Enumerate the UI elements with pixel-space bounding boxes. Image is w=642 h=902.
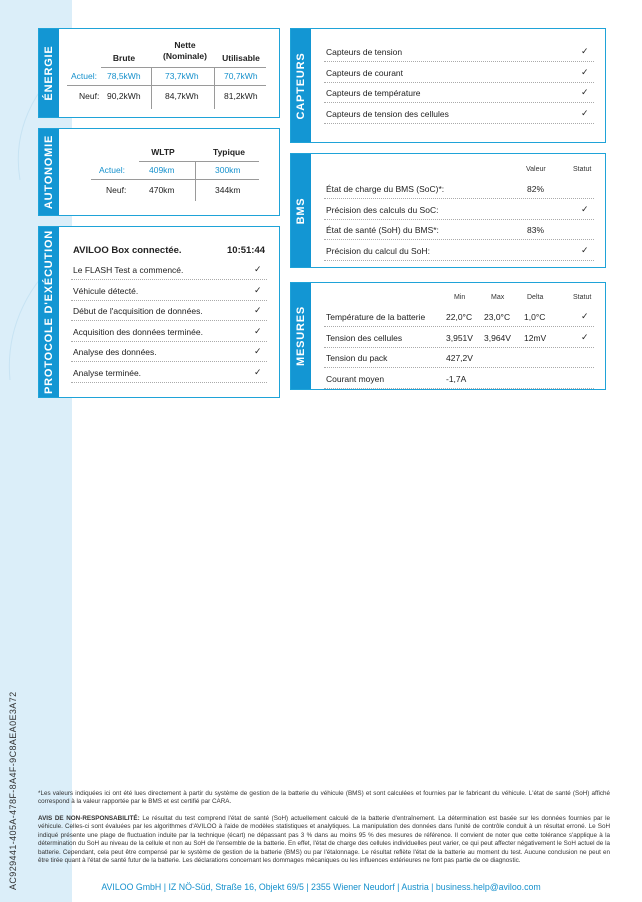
- capteur-divider: [324, 82, 594, 83]
- bms-row-divider: [324, 219, 594, 220]
- autonomie-actuel-typique: 300km: [215, 165, 241, 175]
- autonomie-card: [38, 128, 280, 216]
- protocole-step-label: Véhicule détecté.: [73, 285, 139, 296]
- check-icon: ✓: [254, 264, 262, 274]
- check-icon: ✓: [581, 87, 589, 97]
- autonomie-row-actuel: Actuel:: [99, 165, 125, 175]
- mesures-col-statut: Statut: [573, 294, 592, 301]
- bms-card: [290, 153, 606, 268]
- protocole-step-label: Le FLASH Test a commencé.: [73, 265, 184, 275]
- autonomie-col-wltp: WLTP: [151, 147, 175, 157]
- capteur-label: Capteurs de tension: [326, 47, 403, 57]
- protocole-step-label: Début de l'acquisition de données.: [73, 306, 203, 316]
- check-icon: ✓: [581, 66, 589, 77]
- check-icon: ✓: [254, 305, 262, 315]
- check-icon: ✓: [581, 46, 589, 56]
- bms-row-label: État de santé (SoH) du BMS*:: [326, 225, 439, 235]
- document-id: AC929441-405A-478F-8A4F-9C8AEA0E3A72: [8, 691, 18, 890]
- mesures-band: [291, 283, 311, 389]
- check-icon: ✓: [581, 107, 589, 118]
- energie-col-nette-line1: Nette: [174, 40, 196, 50]
- energie-neuf-brute: 90,2kWh: [107, 91, 141, 101]
- mesure-min: -1,7A: [446, 373, 467, 384]
- energie-row-neuf: Neuf:: [79, 91, 100, 101]
- energie-col-nette: [157, 40, 213, 62]
- mesure-delta: 12mV: [524, 332, 547, 343]
- energie-col-nette-line2: (Nominale): [163, 51, 207, 61]
- check-icon: ✓: [581, 331, 589, 342]
- footnote: *Les valeurs indiquées ici ont été lues directement à partir du système de gestion de la batterie du véhicule (BMS) et sont calculées et fournies par le fabricant du véhicule. L'état de santé (SoH) affiché correspond à la valeur rapportée par le BMS et est certifié par CARA.: [38, 790, 610, 806]
- protocole-step-divider: [71, 382, 267, 383]
- mesure-label: Tension du pack: [326, 353, 388, 363]
- mesure-divider: [324, 326, 594, 327]
- capteurs-card: [290, 28, 606, 143]
- mesure-divider: [324, 388, 594, 389]
- mesures-col-max: Max: [491, 294, 505, 301]
- bms-title: BMS: [295, 197, 307, 224]
- autonomie-col-divider: [195, 161, 196, 201]
- mesures-title: MESURES: [295, 306, 307, 366]
- protocole-step-label: Analyse terminée.: [73, 367, 142, 378]
- autonomie-title: AUTONOMIE: [43, 134, 55, 210]
- bms-col-statut: Statut: [573, 166, 592, 173]
- bms-row-divider: [324, 239, 594, 240]
- protocole-title: PROTOCOLE D'EXÉCUTION: [43, 229, 55, 395]
- energie-title: ÉNERGIE: [43, 45, 55, 101]
- energie-col-divider-2: [214, 67, 215, 109]
- mesure-delta: 1,0°C: [524, 312, 546, 322]
- bms-band: [291, 154, 311, 267]
- energie-band: [39, 29, 59, 117]
- mesure-min: 3,951V: [446, 332, 473, 343]
- protocole-step-divider: [71, 361, 267, 362]
- check-icon: ✓: [254, 366, 262, 377]
- protocole-step-label: Analyse des données.: [73, 347, 157, 357]
- energie-card: [38, 28, 280, 118]
- capteur-divider: [324, 102, 594, 103]
- energie-row-actuel: Actuel:: [71, 71, 97, 81]
- energie-row-divider: [67, 85, 266, 86]
- mesure-divider: [324, 347, 594, 348]
- mesure-divider: [324, 367, 594, 368]
- protocole-step-divider: [71, 300, 267, 301]
- capteur-label: Capteurs de température: [326, 88, 421, 98]
- disclaimer-text: Le résultat du test comprend l'état de santé (SoH) actuellement calculé de la batterie d'entraînement. La détermination est basée sur les données fournies par le véhicule. Celles-ci sont évaluées par les algorithmes d'AVILOO à l'aide de modèles statistiques et analytiques. La manipulation des données dans l'unité de contrôle conduit à un résultat erroné. Le SoH indiqué présente une plage de fluctuation induite par la technique (écart) ne dépassant pas 3 % dans au moins 95 % des mesures de référence. Il convient de noter que cette tolérance s'applique à la détermination du SoH au niveau de la cellule et non au SoH de l'ensemble de la batterie. En effet, l'état de charge des cellules individuelles peut varier, ce qui peut affecter négativement le SoH actuel de la batterie. Cependant, cela peut être compensé par le système de gestion de la batterie (BMS) ou par l'étalonnage. Le résultat reflète l'état de la batterie au moment du test. Aucune conclusion ne peut en être tirée quant à l'état de santé futur de la batterie. Les déclarations concernant les dommages mécaniques ou les influences extérieures ne font pas partie de ce diagnostic.: [38, 815, 610, 865]
- disclaimer-title: AVIS DE NON-RESPONSABILITÉ:: [38, 815, 140, 822]
- check-icon: ✓: [254, 346, 262, 356]
- energie-actuel-brute: 78,5kWh: [107, 71, 141, 81]
- protocole-band: [39, 227, 59, 397]
- autonomie-col-typique: Typique: [213, 147, 245, 157]
- check-icon: ✓: [581, 311, 589, 321]
- capteurs-title: CAPTEURS: [295, 52, 307, 119]
- energie-actuel-nette: 73,7kWh: [165, 71, 199, 81]
- bms-row-label: Précision du calcul du SoH:: [326, 245, 430, 256]
- bms-row-value: 83%: [527, 225, 545, 235]
- check-icon: ✓: [581, 244, 589, 255]
- mesures-card: [290, 282, 606, 390]
- mesure-label: Tension des cellules: [326, 332, 403, 343]
- protocole-header: AVILOO Box connectée.: [73, 245, 182, 256]
- energie-neuf-nette: 84,7kWh: [165, 91, 199, 101]
- bms-row-label: Précision des calculs du SoC:: [326, 204, 439, 215]
- mesures-col-delta: Delta: [527, 294, 544, 301]
- mesure-min: 427,2V: [446, 353, 473, 363]
- energie-header-divider: [101, 67, 266, 68]
- protocole-time: 10:51:44: [227, 245, 266, 256]
- protocole-step-label: Acquisition des données terminée.: [73, 326, 203, 337]
- footer-contact: AVILOO GmbH | IZ NÖ-Süd, Straße 16, Objekt 69/5 | 2355 Wiener Neudorf | Austria | business.help@aviloo.com: [101, 882, 541, 892]
- mesures-col-min: Min: [454, 294, 466, 301]
- mesure-max: 3,964V: [484, 332, 511, 343]
- autonomie-neuf-wltp: 470km: [149, 185, 175, 195]
- bms-row-label: État de charge du BMS (SoC)*:: [326, 184, 445, 194]
- autonomie-row-neuf: Neuf:: [106, 185, 127, 195]
- protocole-step-divider: [71, 320, 267, 321]
- autonomie-band: [39, 129, 59, 215]
- protocole-step-divider: [71, 279, 267, 280]
- bms-row-divider: [324, 260, 594, 261]
- check-icon: ✓: [581, 203, 589, 214]
- capteurs-band: [291, 29, 311, 142]
- protocole-step-divider: [71, 341, 267, 342]
- mesure-max: 23,0°C: [484, 312, 511, 322]
- energie-actuel-utilisable: 70,7kWh: [224, 71, 258, 81]
- capteur-label: Capteurs de tension des cellules: [326, 108, 449, 119]
- energie-col-brute: Brute: [112, 53, 136, 63]
- autonomie-actuel-wltp: 409km: [149, 165, 175, 175]
- check-icon: ✓: [254, 325, 262, 336]
- energie-col-utilisable: Utilisable: [222, 53, 260, 63]
- check-icon: ✓: [254, 284, 262, 295]
- autonomie-neuf-typique: 344km: [215, 185, 241, 195]
- bms-row-divider: [324, 198, 594, 199]
- mesure-min: 22,0°C: [446, 312, 473, 322]
- energie-col-divider-1: [151, 67, 152, 109]
- protocole-card: [38, 226, 280, 398]
- capteur-divider: [324, 123, 594, 124]
- mesure-label: Température de la batterie: [326, 312, 426, 322]
- autonomie-row-divider: [91, 179, 259, 180]
- autonomie-header-divider: [139, 161, 259, 162]
- disclaimer: [38, 815, 610, 865]
- bms-row-value: 82%: [527, 184, 545, 194]
- capteur-divider: [324, 61, 594, 62]
- energie-neuf-utilisable: 81,2kWh: [224, 91, 258, 101]
- mesure-label: Courant moyen: [326, 373, 385, 384]
- capteur-label: Capteurs de courant: [326, 67, 404, 78]
- bms-col-valeur: Valeur: [526, 166, 546, 173]
